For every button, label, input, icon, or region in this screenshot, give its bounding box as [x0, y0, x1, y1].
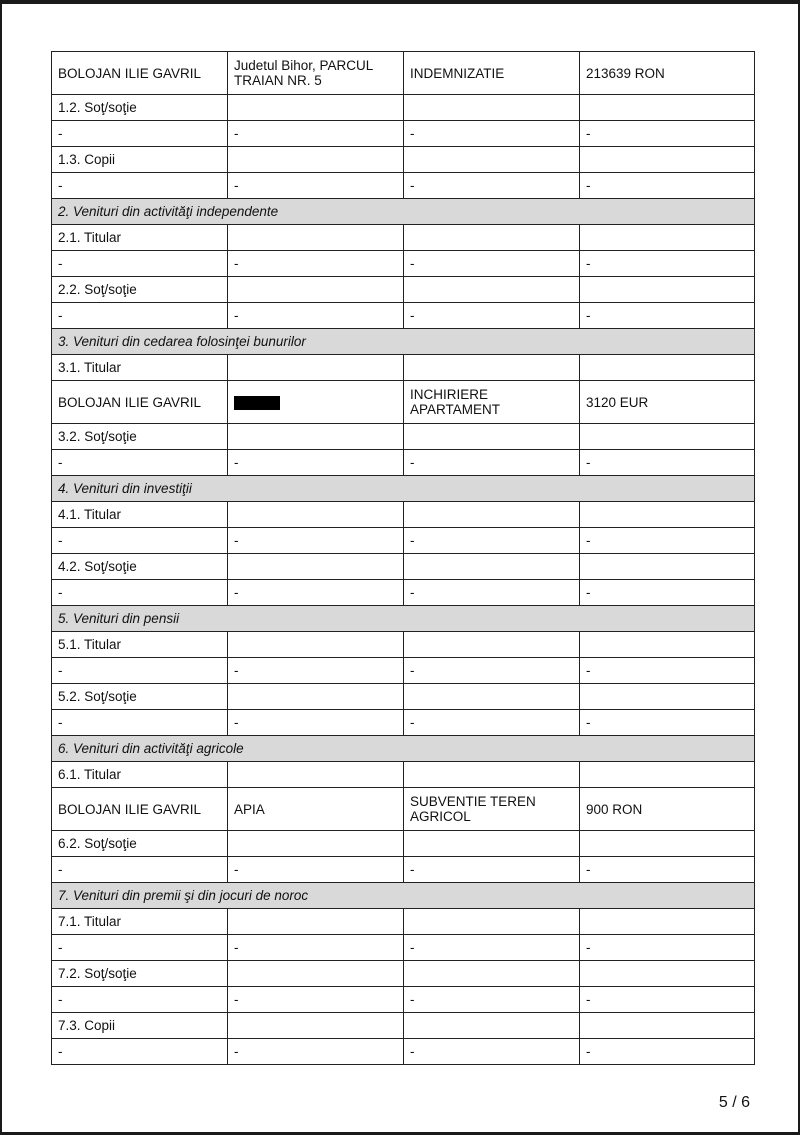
- empty-cell: [580, 554, 755, 580]
- service-cell: INDEMNIZATIE: [404, 52, 580, 95]
- source-cell: -: [228, 173, 404, 199]
- empty-cell: [580, 762, 755, 788]
- empty-cell: [404, 147, 580, 173]
- source-cell: -: [228, 1039, 404, 1065]
- empty-cell: [580, 355, 755, 381]
- table-row: [52, 658, 755, 684]
- table-row: [52, 173, 755, 199]
- empty-cell: [228, 424, 404, 450]
- empty-cell: [580, 632, 755, 658]
- section-header-row: [52, 883, 755, 909]
- amount-cell: -: [580, 580, 755, 606]
- source-cell: -: [228, 450, 404, 476]
- beneficiary-cell: -: [52, 580, 228, 606]
- service-cell: -: [404, 1039, 580, 1065]
- source-cell: APIA: [228, 788, 404, 831]
- amount-cell: -: [580, 987, 755, 1013]
- subsection-row: [52, 225, 755, 251]
- empty-cell: [580, 502, 755, 528]
- empty-cell: [404, 762, 580, 788]
- section-header-row: [52, 329, 755, 355]
- service-cell: -: [404, 450, 580, 476]
- source-cell: -: [228, 987, 404, 1013]
- subsection-row: [52, 424, 755, 450]
- empty-cell: [404, 684, 580, 710]
- empty-cell: [404, 502, 580, 528]
- subsection-row: [52, 1013, 755, 1039]
- beneficiary-cell: -: [52, 710, 228, 736]
- source-cell: Judetul Bihor, PARCUL TRAIAN NR. 5: [228, 52, 404, 95]
- page-number: 5 / 6: [718, 1094, 750, 1111]
- empty-cell: [404, 355, 580, 381]
- subsection-row: [52, 961, 755, 987]
- redaction-block: [234, 396, 280, 410]
- service-cell: -: [404, 987, 580, 1013]
- beneficiary-cell: -: [52, 935, 228, 961]
- empty-cell: [228, 909, 404, 935]
- empty-cell: [404, 554, 580, 580]
- amount-cell: 900 RON: [580, 788, 755, 831]
- empty-cell: [228, 1013, 404, 1039]
- beneficiary-cell: BOLOJAN ILIE GAVRIL: [52, 381, 228, 424]
- subsection-label: 2.1. Titular: [52, 225, 228, 251]
- section-title: 6. Venituri din activităţi agricole: [52, 736, 755, 762]
- amount-cell: -: [580, 710, 755, 736]
- amount-cell: -: [580, 251, 755, 277]
- table-row: [52, 528, 755, 554]
- subsection-row: [52, 355, 755, 381]
- table-row: [52, 52, 755, 95]
- document-page: [2, 4, 798, 1132]
- empty-cell: [580, 909, 755, 935]
- empty-cell: [580, 684, 755, 710]
- service-cell: -: [404, 173, 580, 199]
- section-title: 7. Venituri din premii şi din jocuri de noroc: [52, 883, 755, 909]
- subsection-label: 5.1. Titular: [52, 632, 228, 658]
- table-row: [52, 987, 755, 1013]
- table-row: [52, 935, 755, 961]
- table-row: [52, 1039, 755, 1065]
- service-cell: SUBVENTIE TEREN AGRICOL: [404, 788, 580, 831]
- section-header-row: [52, 736, 755, 762]
- source-cell: -: [228, 303, 404, 329]
- empty-cell: [228, 961, 404, 987]
- table-row: [52, 450, 755, 476]
- empty-cell: [228, 225, 404, 251]
- amount-cell: -: [580, 935, 755, 961]
- beneficiary-cell: -: [52, 528, 228, 554]
- empty-cell: [228, 762, 404, 788]
- source-cell: -: [228, 121, 404, 147]
- section-header-row: [52, 199, 755, 225]
- beneficiary-cell: -: [52, 1039, 228, 1065]
- beneficiary-cell: -: [52, 857, 228, 883]
- table-row: [52, 303, 755, 329]
- beneficiary-cell: BOLOJAN ILIE GAVRIL: [52, 788, 228, 831]
- empty-cell: [404, 961, 580, 987]
- amount-cell: -: [580, 450, 755, 476]
- empty-cell: [228, 147, 404, 173]
- table-row: [52, 121, 755, 147]
- amount-cell: 3120 EUR: [580, 381, 755, 424]
- amount-cell: -: [580, 528, 755, 554]
- subsection-row: [52, 95, 755, 121]
- subsection-row: [52, 502, 755, 528]
- empty-cell: [228, 355, 404, 381]
- subsection-label: 1.2. Soţ/soţie: [52, 95, 228, 121]
- empty-cell: [404, 95, 580, 121]
- service-cell: INCHIRIERE APARTAMENT: [404, 381, 580, 424]
- service-cell: -: [404, 857, 580, 883]
- table-row: [52, 857, 755, 883]
- subsection-label: 4.2. Soţ/soţie: [52, 554, 228, 580]
- service-cell: -: [404, 710, 580, 736]
- beneficiary-cell: -: [52, 251, 228, 277]
- subsection-label: 4.1. Titular: [52, 502, 228, 528]
- empty-cell: [228, 502, 404, 528]
- section-header-row: [52, 476, 755, 502]
- amount-cell: -: [580, 303, 755, 329]
- section-title: 2. Venituri din activităţi independente: [52, 199, 755, 225]
- source-cell: -: [228, 857, 404, 883]
- empty-cell: [580, 831, 755, 857]
- section-title: 5. Venituri din pensii: [52, 606, 755, 632]
- source-cell: -: [228, 251, 404, 277]
- subsection-label: 7.1. Titular: [52, 909, 228, 935]
- service-cell: -: [404, 121, 580, 147]
- subsection-row: [52, 147, 755, 173]
- empty-cell: [580, 95, 755, 121]
- service-cell: -: [404, 303, 580, 329]
- empty-cell: [404, 1013, 580, 1039]
- source-cell: [228, 381, 404, 424]
- amount-cell: -: [580, 1039, 755, 1065]
- service-cell: -: [404, 580, 580, 606]
- beneficiary-cell: -: [52, 173, 228, 199]
- beneficiary-cell: -: [52, 450, 228, 476]
- section-header-row: [52, 606, 755, 632]
- empty-cell: [404, 909, 580, 935]
- subsection-row: [52, 909, 755, 935]
- subsection-row: [52, 831, 755, 857]
- amount-cell: -: [580, 173, 755, 199]
- service-cell: -: [404, 935, 580, 961]
- service-cell: -: [404, 528, 580, 554]
- table-row: [52, 710, 755, 736]
- amount-cell: -: [580, 857, 755, 883]
- subsection-row: [52, 554, 755, 580]
- subsection-label: 6.2. Soţ/soţie: [52, 831, 228, 857]
- amount-cell: -: [580, 658, 755, 684]
- income-table: [51, 51, 755, 1065]
- source-cell: -: [228, 710, 404, 736]
- table-row: [52, 580, 755, 606]
- table-row: [52, 251, 755, 277]
- source-cell: -: [228, 658, 404, 684]
- amount-cell: 213639 RON: [580, 52, 755, 95]
- empty-cell: [580, 277, 755, 303]
- service-cell: -: [404, 658, 580, 684]
- source-cell: -: [228, 528, 404, 554]
- beneficiary-cell: BOLOJAN ILIE GAVRIL: [52, 52, 228, 95]
- subsection-label: 7.3. Copii: [52, 1013, 228, 1039]
- table-row: [52, 381, 755, 424]
- empty-cell: [228, 277, 404, 303]
- empty-cell: [580, 961, 755, 987]
- subsection-label: 6.1. Titular: [52, 762, 228, 788]
- empty-cell: [228, 831, 404, 857]
- empty-cell: [404, 632, 580, 658]
- empty-cell: [404, 831, 580, 857]
- beneficiary-cell: -: [52, 658, 228, 684]
- empty-cell: [580, 1013, 755, 1039]
- subsection-row: [52, 632, 755, 658]
- subsection-label: 3.1. Titular: [52, 355, 228, 381]
- section-title: 4. Venituri din investiţii: [52, 476, 755, 502]
- subsection-label: 3.2. Soţ/soţie: [52, 424, 228, 450]
- empty-cell: [404, 424, 580, 450]
- beneficiary-cell: -: [52, 121, 228, 147]
- empty-cell: [228, 95, 404, 121]
- empty-cell: [580, 225, 755, 251]
- subsection-label: 5.2. Soţ/soţie: [52, 684, 228, 710]
- section-title: 3. Venituri din cedarea folosinţei bunurilor: [52, 329, 755, 355]
- table-row: [52, 788, 755, 831]
- empty-cell: [228, 554, 404, 580]
- empty-cell: [404, 277, 580, 303]
- empty-cell: [580, 147, 755, 173]
- subsection-row: [52, 762, 755, 788]
- source-cell: -: [228, 580, 404, 606]
- empty-cell: [404, 225, 580, 251]
- subsection-label: 1.3. Copii: [52, 147, 228, 173]
- subsection-row: [52, 684, 755, 710]
- income-table-body: [52, 52, 755, 1065]
- beneficiary-cell: -: [52, 303, 228, 329]
- subsection-label: 7.2. Soţ/soţie: [52, 961, 228, 987]
- empty-cell: [580, 424, 755, 450]
- subsection-row: [52, 277, 755, 303]
- empty-cell: [228, 684, 404, 710]
- service-cell: -: [404, 251, 580, 277]
- amount-cell: -: [580, 121, 755, 147]
- beneficiary-cell: -: [52, 987, 228, 1013]
- empty-cell: [228, 632, 404, 658]
- source-cell: -: [228, 935, 404, 961]
- subsection-label: 2.2. Soţ/soţie: [52, 277, 228, 303]
